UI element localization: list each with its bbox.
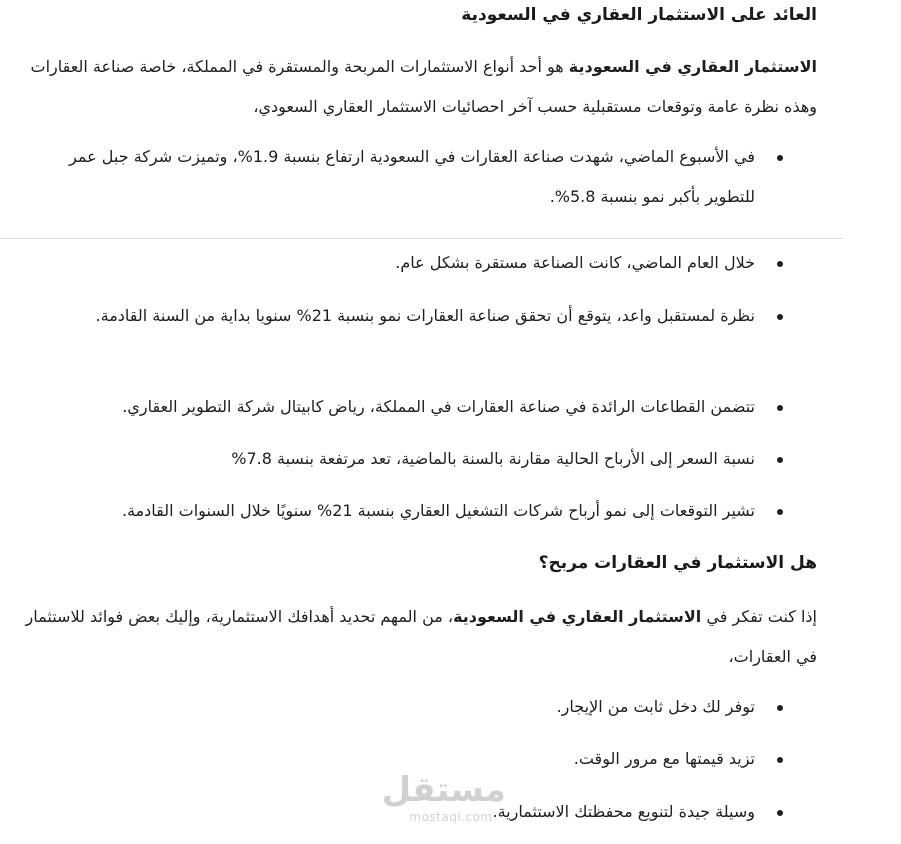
- watermark-domain: mostaql.com: [409, 810, 493, 824]
- intro-paragraph: [17, 47, 817, 127]
- list-item: نظرة لمستقبل واعد، يتوقع أن تحقق صناعة العقارات نمو بنسبة 21% سنويا بداية من السنة القادمة.: [95, 306, 755, 325]
- bullet-icon: [777, 314, 783, 320]
- list-item: وسيلة جيدة لتنويع محفظتك الاستثمارية.: [492, 802, 755, 821]
- list-item: في الأسبوع الماضي، شهدت صناعة العقارات في السعودية ارتفاع بنسبة 1.9%، وتميزت شركة جبل عمر للتطوير بأكبر نمو بنسبة 5.8%.: [69, 147, 755, 206]
- list-item: توفر لك دخل ثابت من الإيجار.: [556, 697, 755, 716]
- benefits-intro-paragraph: [17, 597, 817, 677]
- list-item: تزيد قيمتها مع مرور الوقت.: [573, 749, 755, 768]
- section-heading-profitable: هل الاستثمار في العقارات مربح؟: [538, 553, 817, 573]
- para2-pre: إذا كنت تفكر في: [701, 607, 817, 626]
- section-heading-returns: العائد على الاستثمار العقاري في السعودية: [461, 5, 817, 25]
- para2-bold-phrase: الاستثمار العقاري في السعودية: [453, 607, 702, 626]
- bullet-icon: [777, 405, 783, 411]
- divider: [0, 238, 843, 239]
- watermark-logo: مستقل: [381, 770, 506, 810]
- bullet-icon: [777, 457, 783, 463]
- bullet-icon: [777, 810, 783, 816]
- para2-post: ، من المهم تحديد أهدافك الاستثمارية، وإليك بعض فوائد للاستثمار في العقارات،: [25, 607, 817, 666]
- mostaql-watermark: [381, 770, 506, 824]
- bullet-icon: [777, 509, 783, 515]
- list-item: تشير التوقعات إلى نمو أرباح شركات التشغيل العقاري بنسبة 21% سنويًا خلال السنوات القادمة.: [121, 501, 755, 520]
- bullet-icon: [777, 757, 783, 763]
- bullet-icon: [777, 155, 783, 161]
- list-item: خلال العام الماضي، كانت الصناعة مستقرة بشكل عام.: [395, 253, 755, 272]
- intro-text: هو أحد أنواع الاستثمارات المربحة والمستقرة في المملكة، خاصة صناعة العقارات وهذه نظرة عامة وتوقعات مستقبلية حسب آخر احصائيات الاستثمار العقاري السعودي،: [30, 57, 817, 116]
- intro-bold-phrase: الاستثمار العقاري في السعودية: [568, 57, 817, 76]
- list-item: تتضمن القطاعات الرائدة في صناعة العقارات في المملكة، رياض كابيتال شركة التطوير العقاري.: [122, 397, 755, 416]
- bullet-icon: [777, 705, 783, 711]
- bullet-icon: [777, 261, 783, 267]
- list-item: نسبة السعر إلى الأرباح الحالية مقارنة بالسنة بالماضية، تعد مرتفعة بنسبة 7.8%: [231, 449, 755, 468]
